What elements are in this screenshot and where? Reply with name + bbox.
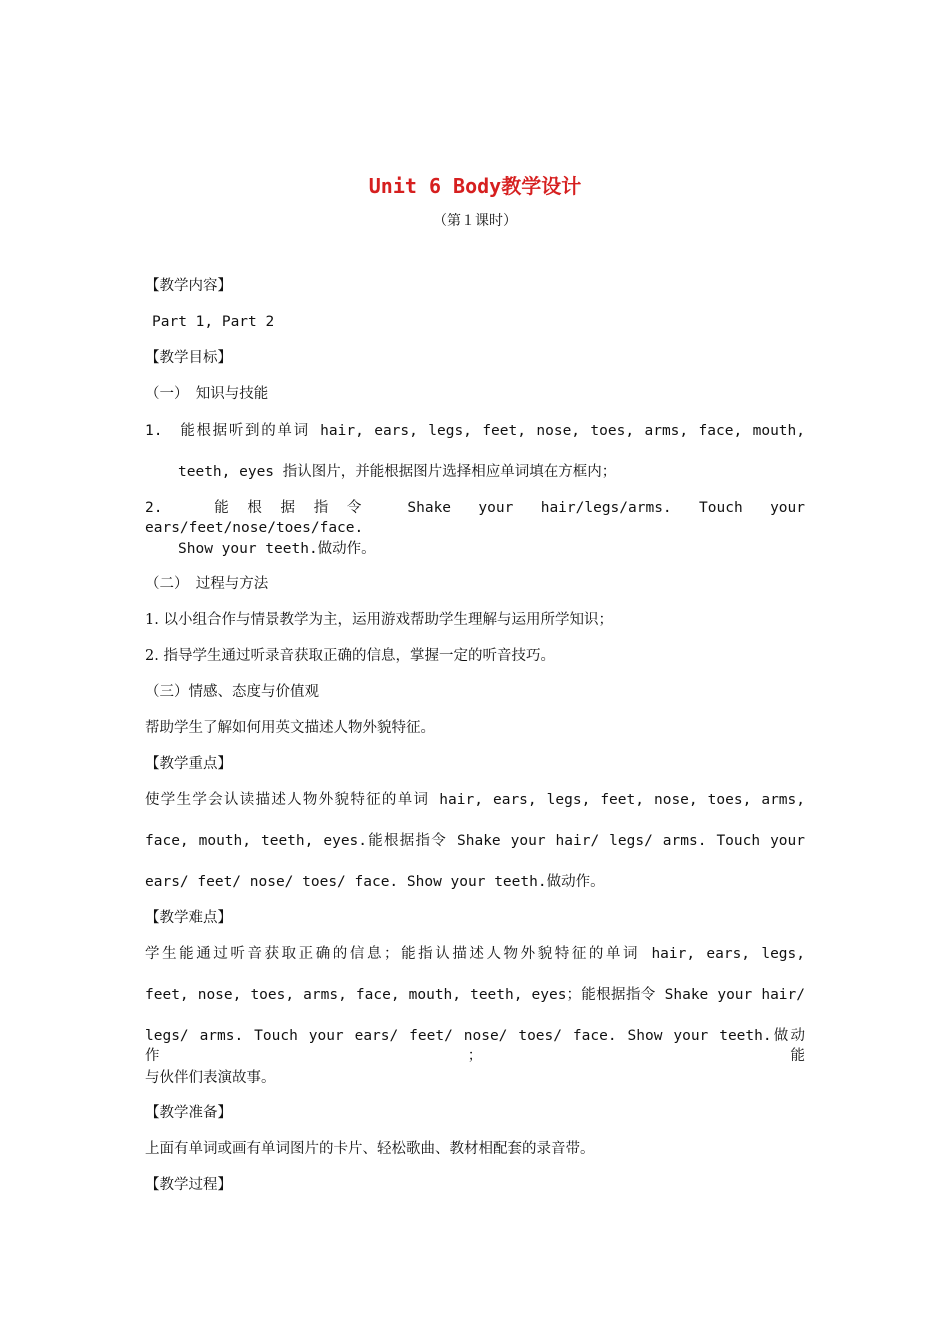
- content-heading: 【教学内容】: [145, 278, 232, 294]
- goal1-item2-line1: 2. 能根据指令 Shake your hair/legs/arms. Touch your ears/feet/nose/toes/face.: [145, 500, 805, 536]
- goals-heading: 【教学目标】: [145, 350, 232, 366]
- difficult-line2: feet, nose, toes, arms, face, mouth, teeth, eyes；能根据指令 Shake your hair/: [145, 987, 805, 1003]
- goal2-item1: 1. 以小组合作与情景教学为主，运用游戏帮助学生理解与运用所学知识；: [145, 612, 613, 628]
- key-heading: 【教学重点】: [145, 756, 232, 772]
- content-text: Part 1, Part 2: [152, 314, 275, 330]
- prep-text: 上面有单词或画有单词图片的卡片、轻松歌曲、教材相配套的录音带。: [145, 1141, 595, 1157]
- goal3-heading: （三）情感、态度与价值观: [145, 684, 319, 700]
- difficult-line4: 与伙伴们表演故事。: [145, 1070, 276, 1086]
- goal1-heading: （一） 知识与技能: [145, 386, 269, 402]
- doc-subtitle: （第１课时）: [433, 213, 517, 229]
- prep-heading: 【教学准备】: [145, 1105, 232, 1121]
- key-line2: face, mouth, teeth, eyes.能根据指令 Shake your hair/ legs/ arms. Touch your: [145, 833, 805, 849]
- doc-title-en: Unit 6 Body: [368, 174, 502, 198]
- difficult-line1: 学生能通过听音获取正确的信息；能指认描述人物外貌特征的单词 hair, ears, legs,: [145, 946, 805, 962]
- doc-title: [0, 170, 950, 199]
- doc-title-cn: 教学设计: [501, 174, 582, 198]
- goal1-item1-line1: 1. 能根据听到的单词 hair, ears, legs, feet, nose, toes, arms, face, mouth,: [145, 423, 805, 439]
- goal3-text: 帮助学生了解如何用英文描述人物外貌特征。: [145, 720, 435, 736]
- difficult-heading: 【教学难点】: [145, 910, 232, 926]
- process-heading: 【教学过程】: [145, 1177, 232, 1193]
- goal1-item1-line2: teeth, eyes 指认图片，并能根据图片选择相应单词填在方框内；: [178, 464, 617, 480]
- difficult-line3: legs/ arms. Touch your ears/ feet/ nose/ toes/ face. Show your teeth.做动作；能: [145, 1028, 805, 1064]
- key-line3: ears/ feet/ nose/ toes/ face. Show your teeth.做动作。: [145, 874, 605, 890]
- goal2-heading: （二） 过程与方法: [145, 576, 269, 592]
- goal2-item2: 2. 指导学生通过听录音获取正确的信息，掌握一定的听音技巧。: [145, 648, 555, 664]
- key-line1: 使学生学会认读描述人物外貌特征的单词 hair, ears, legs, feet, nose, toes, arms,: [145, 792, 805, 808]
- goal1-item2-line2: Show your teeth.做动作。: [178, 541, 376, 557]
